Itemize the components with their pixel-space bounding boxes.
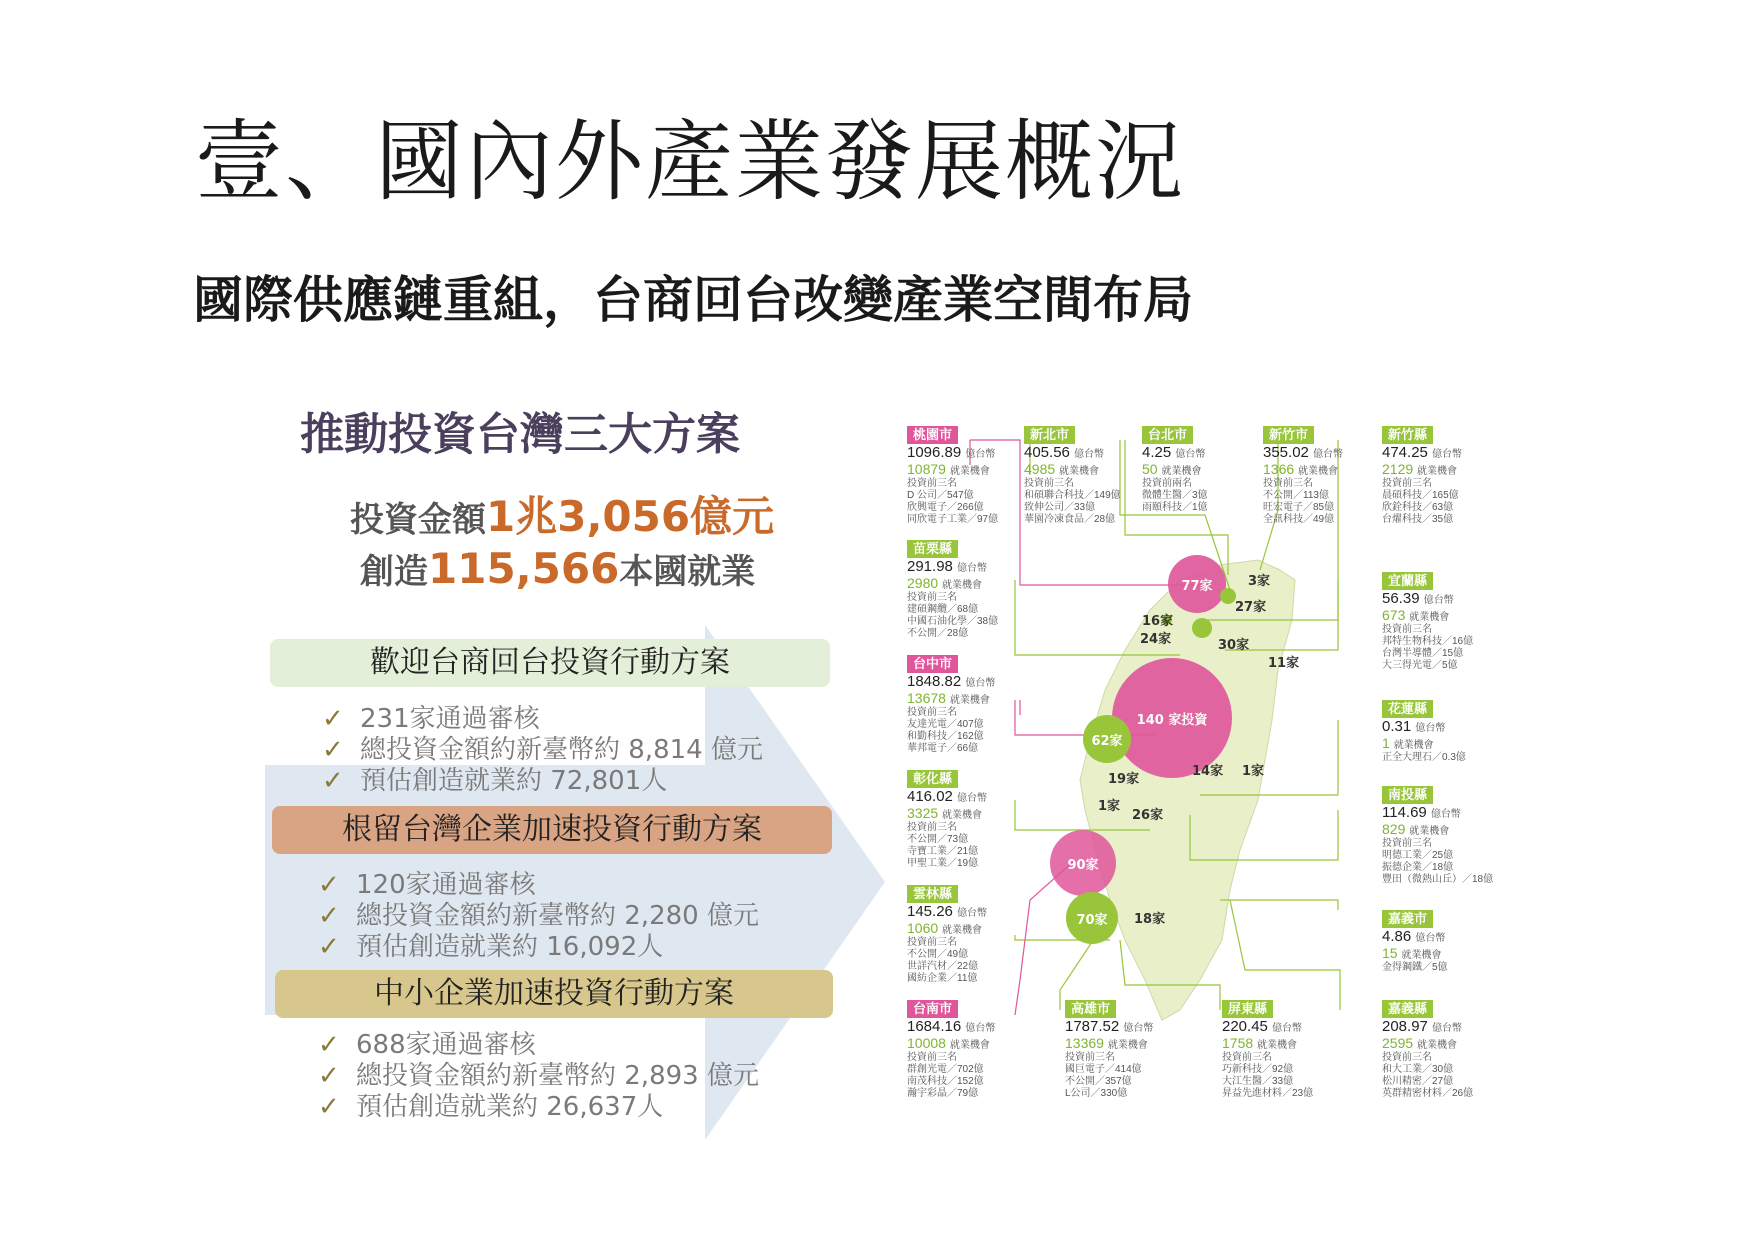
list-item: ✓ 預估創造就業約 16,092人 (318, 932, 664, 962)
count-label: 19家 (1108, 772, 1140, 787)
jobs-summary (360, 544, 755, 593)
check-icon: ✓ (318, 870, 340, 900)
city-hsinchu-city: 新竹市 355.02 億台幣 1366 就業機會 投資前三名 不公開／113億 旺宏電子／85億 全訊科技／49億 (1263, 427, 1344, 525)
investment-label: 投資金額 (350, 500, 486, 540)
check-icon: ✓ (318, 1092, 340, 1122)
check-icon: ✓ (322, 735, 344, 765)
bubble-taoyuan: 77家 (1168, 555, 1226, 613)
city-changhua: 彰化縣 416.02 億台幣 3325 就業機會 投資前三名 不公開／73億 寺寶工業／21億 甲聖工業／19億 (907, 771, 988, 869)
count-label: 14家 (1192, 764, 1224, 779)
list-item: ✓ 總投資金額約新臺幣約 2,280 億元 (318, 901, 759, 931)
bubble-kaohsiung: 70家 (1066, 892, 1118, 944)
city-tag: 花蓮縣 (1382, 700, 1433, 718)
city-tag: 新北市 (1024, 426, 1075, 444)
plan-2-title: 根留台灣企業加速投資行動方案 (272, 806, 832, 854)
city-tag: 彰化縣 (907, 770, 958, 788)
city-miaoli: 苗栗縣 291.98 億台幣 2980 就業機會 投資前三名 建碩鋼纜／68億 中國石油化學／38億 不公開／28億 (907, 541, 999, 639)
check-icon: ✓ (322, 704, 344, 734)
list-item: ✓ 120家通過審核 (318, 870, 536, 900)
check-icon: ✓ (322, 766, 344, 796)
list-item: ✓ 688家通過審核 (318, 1030, 536, 1060)
count-label: 1家 (1242, 764, 1265, 779)
city-tag: 屏東縣 (1222, 1000, 1273, 1018)
city-tag: 新竹市 (1263, 426, 1314, 444)
city-taichung: 台中市 1848.82 億台幣 13678 就業機會 投資前三名 友達光電／407億 和勤科技／162億 華邦電子／66億 (907, 656, 996, 754)
list-item: ✓ 總投資金額約新臺幣約 2,893 億元 (318, 1061, 759, 1091)
city-tag: 嘉義縣 (1382, 1000, 1433, 1018)
city-chiayi-city: 嘉義市 4.86 億台幣 15 就業機會 金得鋼鐵／5億 (1382, 911, 1448, 973)
check-icon: ✓ (318, 901, 340, 931)
city-yilan: 宜蘭縣 56.39 億台幣 673 就業機會 投資前三名 邦特生物科技／16億 台灣半導體／15億 大三得光電／5億 (1382, 573, 1474, 671)
city-new-taipei: 新北市 405.56 億台幣 4985 就業機會 投資前三名 和碩聯合科技／149億 致伸公司／33億 華園冷凍食品／28億 (1024, 427, 1121, 525)
city-taoyuan: 桃園市 1096.89 億台幣 10879 就業機會 投資前三名 D 公司／547億 欣興電子／266億 同欣電子工業／97億 (907, 427, 999, 525)
city-nantou: 南投縣 114.69 億台幣 829 就業機會 投資前三名 明德工業／25億 振德企業／18億 豐田（微熱山丘）／18億 (1382, 787, 1494, 885)
dot-hsinchu-county (1220, 588, 1236, 604)
city-yunlin: 雲林縣 145.26 億台幣 1060 就業機會 投資前三名 不公開／49億 世詳汽材／22億 國紡企業／11億 (907, 886, 988, 984)
city-tag: 台中市 (907, 655, 958, 673)
city-tag: 苗栗縣 (907, 540, 958, 558)
bubble-tainan: 90家 (1050, 830, 1116, 896)
city-taipei: 台北市 4.25 億台幣 50 就業機會 投資前兩名 微體生醫／3億 雨頤科技／1億 (1142, 427, 1208, 513)
count-label: 30家 (1218, 638, 1250, 653)
city-chiayi-county: 嘉義縣 208.97 億台幣 2595 就業機會 投資前三名 和大工業／30億 松川精密／27億 英群精密材料／26億 (1382, 1001, 1474, 1099)
city-pingtung: 屏東縣 220.45 億台幣 1758 就業機會 投資前三名 巧新科技／92億 大江生醫／33億 昇益先進材料／23億 (1222, 1001, 1314, 1099)
page-title: 壹、國內外產業發展概況 (195, 110, 1186, 213)
check-icon: ✓ (318, 1061, 340, 1091)
check-icon: ✓ (318, 1030, 340, 1060)
city-tag: 新竹縣 (1382, 426, 1433, 444)
city-tag: 嘉義市 (1382, 910, 1433, 928)
city-tag: 台北市 (1142, 426, 1193, 444)
bubble-taichung: 140 家投資 (1112, 658, 1232, 778)
city-kaohsiung: 高雄市 1787.52 億台幣 13369 就業機會 投資前三名 國巨電子／414億 不公開／357億 L公司／330億 (1065, 1001, 1154, 1099)
count-label: 1家 (1098, 799, 1121, 814)
investment-amount: 1兆3,056億元 (486, 492, 775, 541)
city-tag: 宜蘭縣 (1382, 572, 1433, 590)
count-label: 27家 (1235, 600, 1267, 615)
bubble-changhua: 62家 (1083, 715, 1131, 763)
plan-2-list (318, 870, 759, 963)
city-tag: 桃園市 (907, 426, 958, 444)
city-tainan: 台南市 1684.16 億台幣 10008 就業機會 投資前三名 群創光電／702億 南茂科技／152億 瀚宇彩晶／79億 (907, 1001, 996, 1099)
list-item: ✓ 231家通過審核 (322, 704, 540, 734)
panel-heading: 推動投資台灣三大方案 (300, 409, 740, 460)
jobs-label: 創造 (360, 552, 428, 592)
city-hualien: 花蓮縣 0.31 億台幣 1 就業機會 正全大理石／0.3億 (1382, 701, 1466, 763)
plan-1-title: 歡迎台商回台投資行動方案 (270, 639, 830, 687)
city-tag: 雲林縣 (907, 885, 958, 903)
plan-3-title: 中小企業加速投資行動方案 (275, 970, 833, 1018)
count-label: 26家 (1132, 808, 1164, 823)
city-tag: 南投縣 (1382, 786, 1433, 804)
dot-miaoli (1192, 618, 1212, 638)
plan-1-list (322, 704, 763, 797)
city-tag: 高雄市 (1065, 1000, 1116, 1018)
plan-3-list (318, 1030, 759, 1123)
list-item: ✓ 預估創造就業約 72,801人 (322, 766, 668, 796)
count-label: 11家 (1268, 656, 1300, 671)
city-hsinchu-county: 新竹縣 474.25 億台幣 2129 就業機會 投資前三名 晨碩科技／165億 欣銓科技／63億 台燿科技／35億 (1382, 427, 1463, 525)
page-subtitle: 國際供應鏈重組，台商回台改變產業空間布局 (193, 271, 1193, 329)
list-item: ✓ 總投資金額約新臺幣約 8,814 億元 (322, 735, 763, 765)
jobs-suffix: 本國就業 (619, 552, 756, 592)
jobs-amount: 115,566 (428, 544, 620, 593)
count-label: 18家 (1134, 912, 1166, 927)
city-tag: 台南市 (907, 1000, 958, 1018)
list-item: ✓ 預估創造就業約 26,637人 (318, 1092, 664, 1122)
count-label: 24家 (1140, 632, 1172, 647)
check-icon: ✓ (318, 932, 340, 962)
count-label: 3家 (1248, 574, 1271, 589)
investment-summary (350, 484, 774, 544)
count-label: 16家 (1142, 614, 1174, 629)
